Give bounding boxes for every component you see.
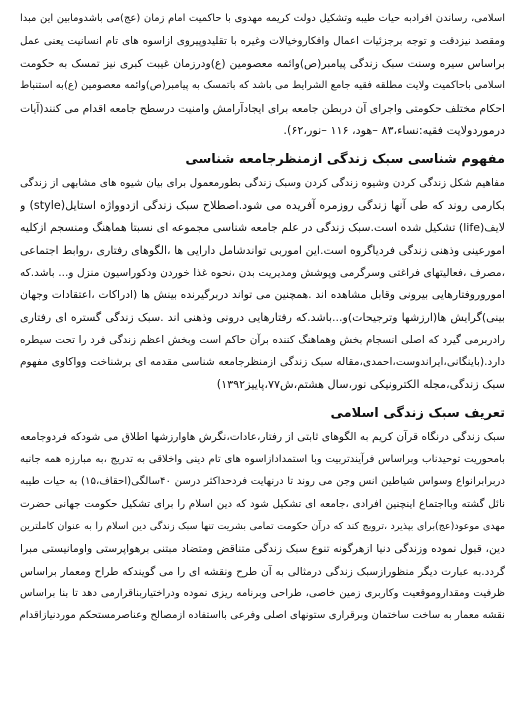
text-line: نقشه معمار به ساخت ساختمان وبرقراری ستونهای اصلی وفرعی بااستفاده ازمصالح وعناصرمستحکم موردنیازاقدام bbox=[20, 610, 505, 622]
section-heading-islamic-lifestyle: تعریف سبک زندگی اسلامی bbox=[330, 406, 505, 422]
text-line: مهدی موعود(عج)برای بپذیرد ،ترویج کند که درآن حکومت تمامی بشریت تنها سبک زندگی دین اسلام را به عنوان کاملترین bbox=[20, 520, 505, 532]
text-line: درموردولایت فقیه:نساء،۸۳ –هود، ۱۱۶ –نور،۶۲). bbox=[283, 123, 505, 137]
text-line: دربرابرانواع وسواس شیاطین انس وجن می روند تا درنهایت فردحداکثر درسن ۴۰سالگی(احقاف،۱۵) به حیات طیبه bbox=[20, 476, 505, 488]
text-line: دین، قبول نموده وزندگی دنیا ازهرگونه تنوع سبک زندگی متناقض ومتضاد مبتنی برهواپرستی واومانیستی مبرا bbox=[20, 542, 505, 556]
text-line: دارد.(باینگانی،ایراندوست،احمدی،مقاله سبک زندگی ازمنظرجامعه شناسی مقدمه ای برشناخت وواکاوی مفهوم bbox=[20, 356, 505, 369]
text-line: ومقصد نیزدقت و توجه برجزئیات اعمال وافکاروخیالات وغیره با تقلیدوپیروی ازاسوه های تام انسانیت یعنی عمل bbox=[20, 35, 505, 48]
text-line: اموروروفتارهایی بیرونی وقابل مشاهده اند .همچنین می تواند دربرگیرنده بینش ها (ادراکات ،اعتقادات وجهان bbox=[20, 288, 505, 302]
text-line: گردد.به عبارت دیگر منظورازسبک زندگی درمثالی به آن طرح ونقشه ای را می گویندکه طراح ومعمار براساس bbox=[20, 565, 505, 578]
sociology-paragraph bbox=[20, 172, 505, 396]
text-line: اسلامی باحاکمیت ولایت مطلقه فقیه جامع الشرایط می باشد که باتمسک به پیامبر(ص)وائمه معصومین (ع)به استنباط bbox=[20, 80, 505, 92]
text-line: سبک زندگی درنگاه قرآن کریم به الگوهای ثابتی از رفتار،عادات،نگرش هاوارزشها اطلاق می شودکه فردوجامعه bbox=[20, 431, 505, 444]
text-line: بینی)گرایش ها(ارزشها وترجیحات)و...باشد.که رفتارهایی درونی وذهنی اند .سبک زندگی گستره ای رفتاری bbox=[20, 310, 505, 324]
text-line: ،مصرف ،فعالیتهای فراغتی وسرگرمی وپوشش ومدیریت بدن ،نحوه غذا خوردن ودکوراسیون منزل و... باشد.که bbox=[20, 266, 505, 279]
text-line: امورعینی وذهنی زندگی فردیاگروه است.این اموربی تواندشامل دارایی ها ،الگوهای رفتاری ،روابط اجتماعی bbox=[20, 243, 505, 257]
section-heading-sociology: مفهوم شناسی سبک زندگی ازمنظرجامعه شناسی bbox=[185, 152, 505, 168]
text-line: رادربرمی گیرد که اصلی انسجام بخش وهماهنگ کننده برآن حاکم است وبخش اعظم زندگی فرد را تحت سیطره bbox=[20, 334, 505, 347]
text-line: بکارمی روند که طی آنها زندگی روزمره آفریده می شود.اصطلاح سبک زندگی ازدوواژه استایل(style) و bbox=[20, 198, 505, 212]
islamic-lifestyle-paragraph bbox=[20, 426, 505, 628]
text-line: اسلامی، رساندن افرادبه حیات طیبه وتشکیل دولت کریمه مهدوی با حاکمیت امام زمان (عج)می باشدومابین این مبدا bbox=[20, 13, 505, 24]
text-line: مفاهیم شکل زندگی کردن وشیوه زندگی کردن وسبک زندگی بطورمعمول برای بیان شیوه های مشابهی از زندگی bbox=[20, 177, 505, 190]
intro-paragraph bbox=[20, 8, 505, 142]
text-line: لایف(life) تشکیل شده است.سبک زندگی در علم جامعه شناسی مجموعه ای نسبتا هماهنگ ومنسجم ازکلیه bbox=[20, 221, 505, 235]
text-line: احکام مختلف حکومتی واجرای آن دربطن جامعه برای ایجادآرامش وامنیت درسطح جامعه اقدام می کنند(آیات bbox=[20, 101, 505, 115]
text-line: نائل گشته وبااجتماع اینچنین افرادی ،جامعه ای تشکیل شود که دین اسلام را برای تشکیل حکومت جهانی حضرت bbox=[20, 498, 505, 511]
text-line: بامحوریت توحیدناب وبراساس فرآیندتربیت وبا استمدادازاسوه های تام دینی واخلاقی به تدریج ،به مبارزه همه جانبه bbox=[20, 453, 505, 465]
text-line: سبک زندگی،مجله الکترونیکی نور،سال هشتم،ش۷۷،پاییز۱۳۹۲) bbox=[216, 377, 505, 391]
document-page bbox=[20, 8, 505, 628]
text-line: ظرفیت ومقداروموقعیت وکاربری زمین خاصی، طراحی وبرنامه ریزی نموده ودراختیاربناقرارمی دهد تا بنا براساس bbox=[20, 587, 505, 599]
text-line: براساس سیره وسنت سبک زندگی پیامبر(ص)وائمه معصومین (ع)ودرزمان غیبت کبری نیز تمسک به حکومت bbox=[20, 56, 505, 70]
